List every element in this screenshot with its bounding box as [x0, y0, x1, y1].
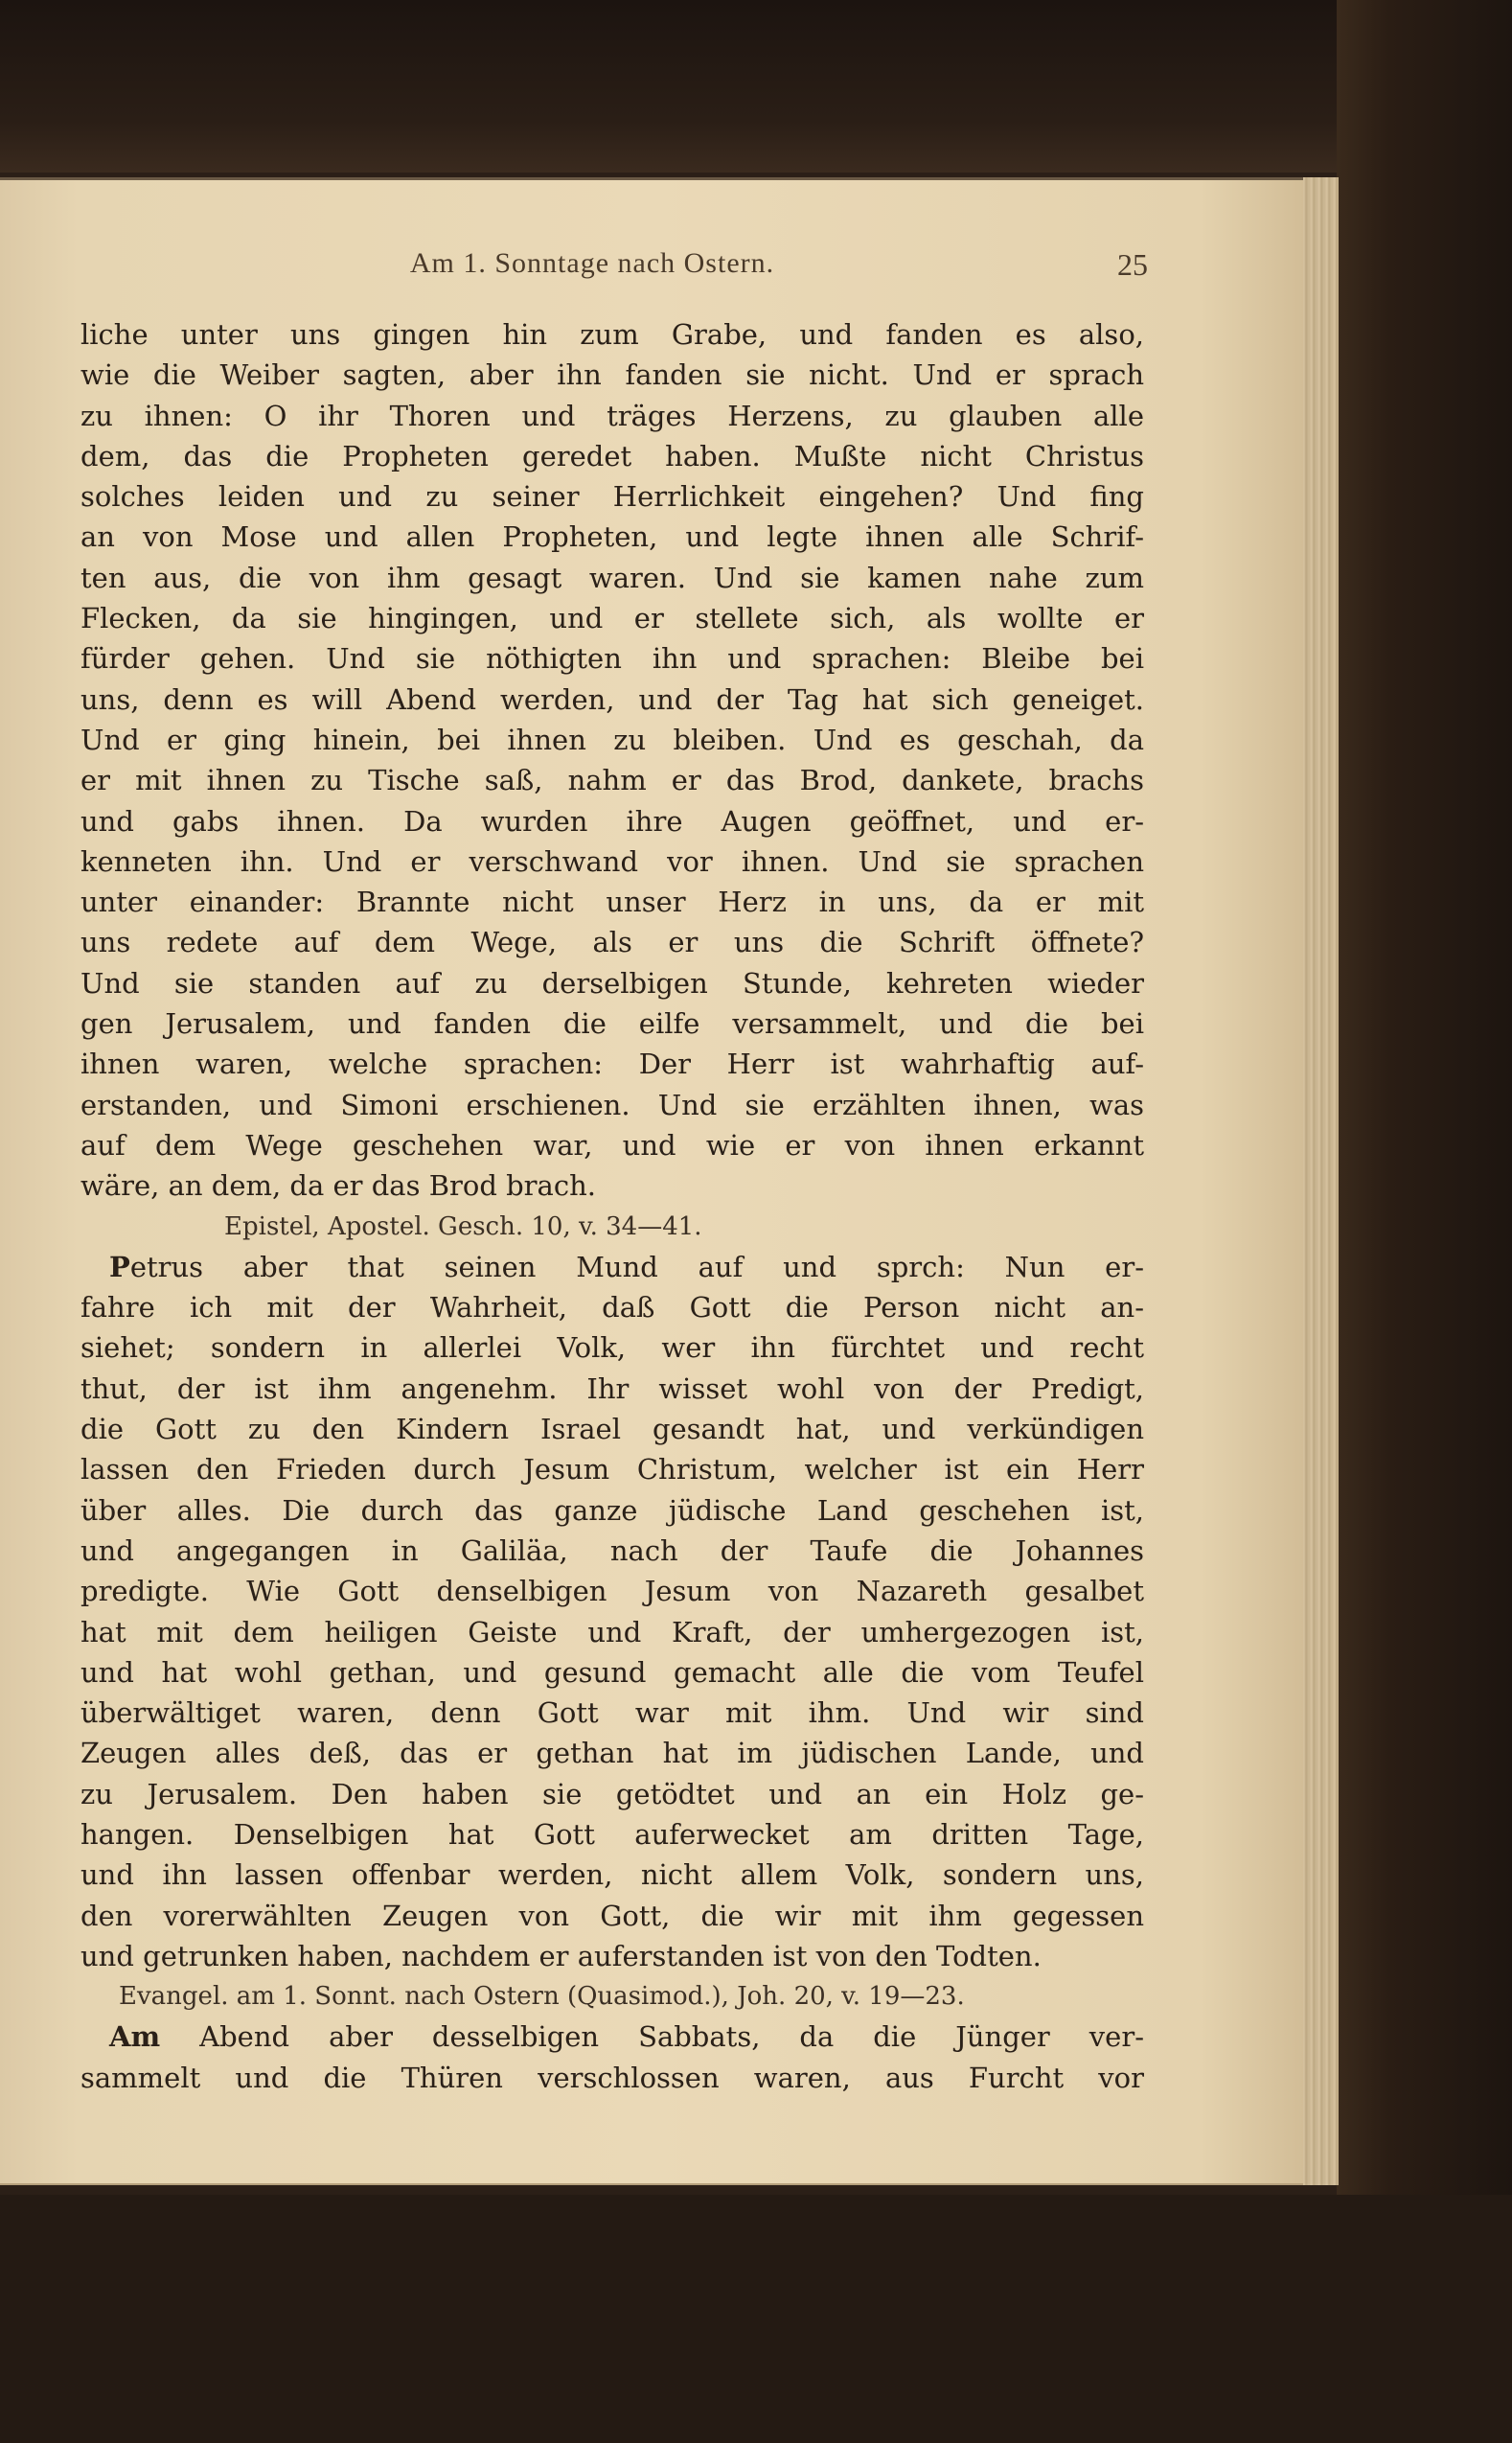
text-line: siehet; sondern in allerlei Volk, wer ihn fürchtet und recht	[80, 1331, 1144, 1365]
text-line: auf dem Wege geschehen war, und wie er von ihnen erkannt	[80, 1128, 1144, 1162]
text-line: und gabs ihnen. Da wurden ihre Augen geöffnet, und er-	[80, 804, 1144, 838]
text-line: solches leiden und zu seiner Herrlichkeit eingehen? Und fing	[80, 480, 1144, 514]
text-line: fürder gehen. Und sie nöthigten ihn und sprachen: Bleibe bei	[80, 642, 1144, 676]
text-line: an von Mose und allen Propheten, und legte ihnen alle Schrif-	[80, 520, 1144, 554]
text-line: gen Jerusalem, und fanden die eilfe versammelt, und die bei	[80, 1007, 1144, 1041]
background-right	[1337, 0, 1512, 2443]
background-bottom	[0, 2195, 1512, 2443]
text-line: den vorerwählten Zeugen von Gott, die wir mit ihm gegessen	[80, 1899, 1144, 1932]
text-line: unter einander: Brannte nicht unser Herz in uns, da er mit	[80, 886, 1144, 919]
text-line: er mit ihnen zu Tische saß, nahm er das Brod, dankete, brachs	[80, 764, 1144, 797]
background-top	[0, 0, 1512, 173]
text-line: thut, der ist ihm angenehm. Ihr wisset wohl von der Predigt,	[80, 1371, 1144, 1405]
text-line: und ihn lassen offenbar werden, nicht allem Volk, sondern uns,	[80, 1858, 1144, 1892]
text-line: hat mit dem heiligen Geiste und Kraft, der umhergezogen ist,	[80, 1615, 1144, 1648]
text-line: überwältiget waren, denn Gott war mit ihm. Und wir sind	[80, 1696, 1144, 1730]
text-line: erstanden, und Simoni erschienen. Und sie erzählten ihnen, was	[80, 1088, 1144, 1121]
text-line: Flecken, da sie hingingen, und er stellete sich, als wollte er	[80, 602, 1144, 635]
text-line: uns, denn es will Abend werden, und der Tag hat sich geneiget.	[80, 682, 1144, 716]
text-line: liche unter uns gingen hin zum Grabe, und fanden es also,	[80, 318, 1144, 351]
text-line: dem, das die Propheten geredet haben. Mußte nicht Christus	[80, 439, 1144, 472]
text-line: und angegangen in Galiläa, nach der Taufe die Johannes	[80, 1533, 1144, 1567]
gospel-reference: Evangel. am 1. Sonnt. nach Ostern (Quasimod.), Joh. 20, v. 19—23.	[119, 1982, 965, 2012]
paragraph-2	[80, 1247, 1144, 1976]
drop-initial: P	[109, 1250, 130, 1283]
text-line: und getrunken haben, nachdem er auferstanden ist von den Todten.	[80, 1939, 1042, 1972]
epistle-reference: Epistel, Apostel. Gesch. 10, v. 34—41.	[224, 1211, 702, 1241]
text-line	[80, 2017, 1144, 2057]
text-line: wie die Weiber sagten, aber ihn fanden sie nicht. Und er sprach	[80, 358, 1144, 392]
paragraph-1	[80, 314, 1144, 1207]
running-head: Am 1. Sonntage nach Ostern.	[409, 247, 775, 279]
text-line: uns redete auf dem Wege, als er uns die Schrift öffnete?	[80, 926, 1144, 959]
text-line: predigte. Wie Gott denselbigen Jesum von Nazareth gesalbet	[80, 1575, 1144, 1608]
text-line-rest: etrus aber that seinen Mund auf und sprch: Nun er-	[129, 1250, 1144, 1283]
text-line: die Gott zu den Kindern Israel gesandt hat, und verkündigen	[80, 1413, 1144, 1446]
body-text	[80, 314, 1144, 2098]
drop-initial: Am	[109, 2020, 161, 2054]
text-line: wäre, an dem, da er das Brod brach.	[80, 1169, 596, 1203]
text-line: zu ihnen: O ihr Thoren und träges Herzens, zu glauben alle	[80, 399, 1144, 432]
text-line: Zeugen alles deß, das er gethan hat im jüdischen Lande, und	[80, 1737, 1144, 1770]
text-line: fahre ich mit der Wahrheit, daß Gott die Person nicht an-	[80, 1291, 1144, 1325]
text-line-rest: Abend aber desselbigen Sabbats, da die Jünger ver-	[160, 2020, 1144, 2054]
text-line: ten aus, die von ihm gesagt waren. Und sie kamen nahe zum	[80, 561, 1144, 594]
text-line	[80, 1247, 1144, 1287]
text-line: zu Jerusalem. Den haben sie getödtet und an ein Holz ge-	[80, 1777, 1144, 1810]
text-line: lassen den Frieden durch Jesum Christum, welcher ist ein Herr	[80, 1453, 1144, 1487]
text-line: ihnen waren, welche sprachen: Der Herr ist wahrhaftig auf-	[80, 1048, 1144, 1081]
page-number: 25	[1117, 247, 1148, 282]
text-line: hangen. Denselbigen hat Gott auferwecket am dritten Tage,	[80, 1817, 1144, 1851]
text-line: über alles. Die durch das ganze jüdische Land geschehen ist,	[80, 1493, 1144, 1527]
paragraph-3	[80, 2017, 1144, 2098]
text-line: Und sie standen auf zu derselbigen Stunde, kehreten wieder	[80, 966, 1144, 1000]
text-line: und hat wohl gethan, und gesund gemacht alle die vom Teufel	[80, 1655, 1144, 1689]
text-line: Und er ging hinein, bei ihnen zu bleiben. Und es geschah, da	[80, 723, 1144, 756]
text-line: sammelt und die Thüren verschlossen waren, aus Furcht vor	[80, 2061, 1144, 2094]
page-header	[36, 247, 1148, 289]
text-line: kenneten ihn. Und er verschwand vor ihnen. Und sie sprachen	[80, 844, 1144, 878]
